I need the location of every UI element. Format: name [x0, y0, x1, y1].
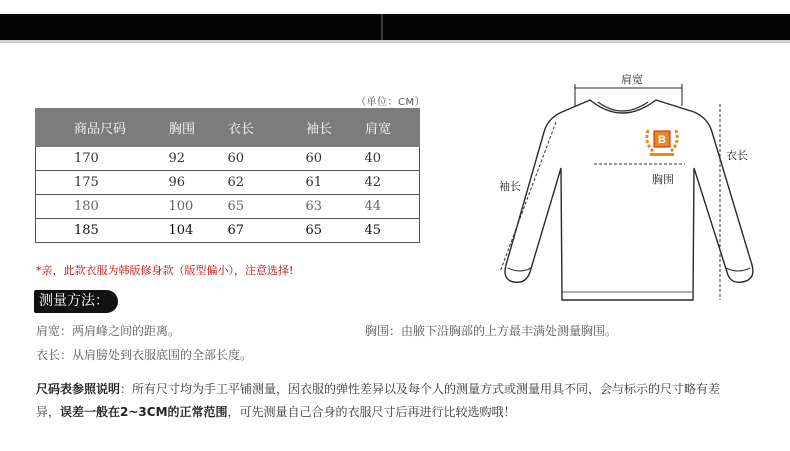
- label-sleeve: 袖长: [499, 180, 521, 193]
- cell-length: 65: [216, 195, 286, 219]
- header-chest: 胸围: [149, 109, 216, 147]
- cell-length: 62: [216, 171, 286, 195]
- label-shoulder: 肩宽: [621, 73, 643, 86]
- header-length: 衣长: [216, 109, 286, 147]
- chest-description: 胸围：由腋下沿胸部的上方最丰满处测量胸围。: [365, 324, 618, 338]
- banner-divider: [381, 14, 383, 40]
- tshirt-outline: [480, 60, 780, 310]
- table-header-row: [36, 109, 420, 147]
- cell-length: 67: [216, 219, 286, 243]
- cell-sleeve: 65: [286, 219, 353, 243]
- shoulder-description: 肩宽：两肩峰之间的距离。: [36, 324, 181, 338]
- table-row: [36, 195, 420, 219]
- cell-size: 170: [36, 147, 149, 171]
- cell-length: 60: [216, 147, 286, 171]
- unit-label: （单位：CM）: [356, 97, 426, 108]
- banner-shadow: [0, 40, 790, 43]
- cell-sleeve: 61: [286, 171, 353, 195]
- measure-method-title: 测量方法：: [34, 290, 118, 313]
- cell-chest: 96: [149, 171, 216, 195]
- logo-letter: B: [658, 134, 666, 146]
- reference-lead: 尺码表参照说明: [36, 382, 121, 396]
- cell-shoulder: 42: [353, 171, 420, 195]
- cell-shoulder: 44: [353, 195, 420, 219]
- label-chest: 胸围: [652, 173, 674, 186]
- cell-shoulder: 40: [353, 147, 420, 171]
- cell-chest: 92: [149, 147, 216, 171]
- length-description: 衣长：从肩膀处到衣服底围的全部长度。: [36, 348, 253, 362]
- table-row: [36, 171, 420, 195]
- table-row: [36, 147, 420, 171]
- cell-chest: 104: [149, 219, 216, 243]
- reference-error-range: 误差一般在2~3CM的正常范围: [60, 405, 228, 419]
- cell-sleeve: 63: [286, 195, 353, 219]
- cell-sleeve: 60: [286, 147, 353, 171]
- cell-size: 175: [36, 171, 149, 195]
- cell-size: 180: [36, 195, 149, 219]
- label-length: 衣长: [726, 149, 748, 162]
- reference-text-3: ，可先测量自己合身的衣服尺寸后再进行比较选购哦！: [227, 405, 516, 419]
- header-shoulder: 肩宽: [353, 109, 420, 147]
- cell-size: 185: [36, 219, 149, 243]
- size-table: [35, 108, 420, 243]
- reference-text-1: ：所有尺寸均为手工平铺测量，因衣服的弹性差异以及每个人的测量方式或测量用具不同，会与标示的尺寸略有差异，: [36, 382, 721, 419]
- table-row: [36, 219, 420, 243]
- top-banner: [0, 14, 790, 40]
- header-size: 商品尺码: [36, 109, 149, 147]
- cell-chest: 100: [149, 195, 216, 219]
- tshirt-diagram: [480, 60, 780, 310]
- size-reference-note: [36, 378, 736, 424]
- header-sleeve: 袖长: [286, 109, 353, 147]
- cell-shoulder: 45: [353, 219, 420, 243]
- fit-warning-note: *亲，此款衣服为韩版修身款（版型偏小），注意选择!: [36, 264, 294, 277]
